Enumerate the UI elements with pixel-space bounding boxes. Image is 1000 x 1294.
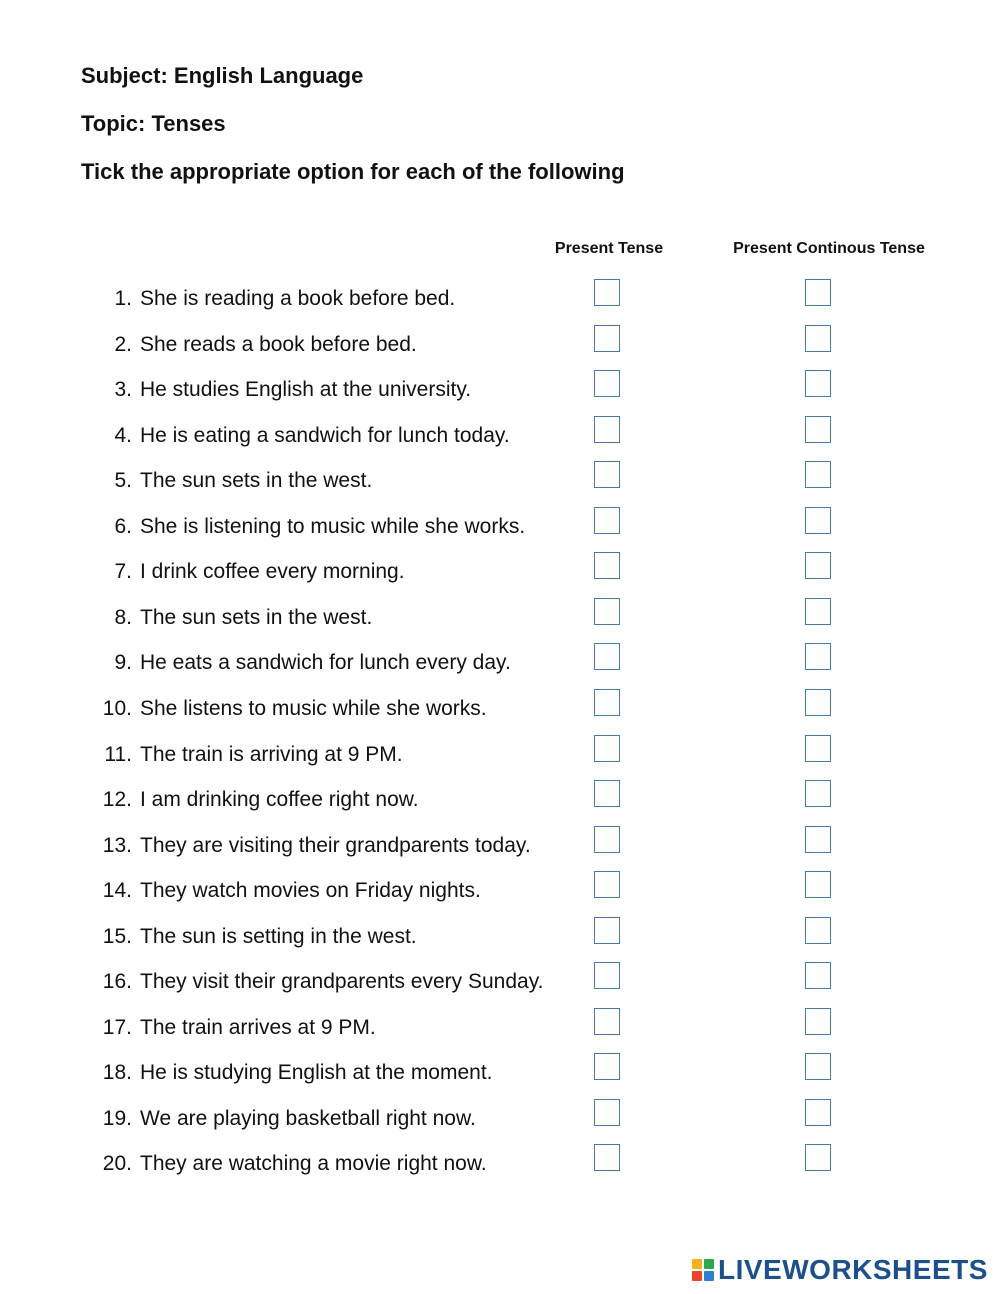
present-tense-checkbox[interactable]	[594, 552, 620, 579]
present-tense-checkbox[interactable]	[594, 1099, 620, 1126]
present-continuous-checkbox[interactable]	[805, 689, 831, 716]
question-row	[0, 279, 1000, 323]
question-sentence: The sun sets in the west.	[140, 605, 373, 629]
present-tense-checkbox[interactable]	[594, 598, 620, 625]
subject-heading: Subject: English Language	[81, 63, 364, 88]
question-row	[0, 1099, 1000, 1143]
question-number: 18.	[102, 1061, 132, 1085]
present-continuous-checkbox[interactable]	[805, 1053, 831, 1080]
question-row	[0, 689, 1000, 733]
question-row	[0, 1144, 1000, 1188]
present-tense-checkbox[interactable]	[594, 689, 620, 716]
question-sentence: He is eating a sandwich for lunch today.	[140, 423, 510, 447]
present-tense-checkbox[interactable]	[594, 735, 620, 762]
question-row	[0, 1053, 1000, 1097]
question-sentence: They are visiting their grandparents today.	[140, 833, 531, 857]
question-sentence: They watch movies on Friday nights.	[140, 879, 481, 903]
column-header-present-continuous-tense: Present Continous Tense	[733, 240, 925, 257]
present-continuous-checkbox[interactable]	[805, 780, 831, 807]
present-continuous-checkbox[interactable]	[805, 507, 831, 534]
question-row	[0, 962, 1000, 1006]
question-row	[0, 461, 1000, 505]
question-sentence: She is reading a book before bed.	[140, 287, 456, 310]
present-tense-checkbox[interactable]	[594, 461, 620, 488]
question-sentence: The sun sets in the west.	[140, 469, 373, 493]
present-continuous-checkbox[interactable]	[805, 461, 831, 488]
question-number: 1.	[114, 287, 132, 310]
question-row	[0, 370, 1000, 414]
present-tense-checkbox[interactable]	[594, 507, 620, 534]
present-continuous-checkbox[interactable]	[805, 871, 831, 898]
question-sentence: They are watching a movie right now.	[140, 1152, 487, 1176]
present-continuous-checkbox[interactable]	[805, 1144, 831, 1171]
question-sentence: She is listening to music while she works.	[140, 514, 526, 538]
present-tense-checkbox[interactable]	[594, 279, 620, 306]
present-tense-checkbox[interactable]	[594, 917, 620, 944]
question-number: 14.	[102, 879, 132, 903]
question-number: 11.	[104, 742, 132, 766]
question-row	[0, 416, 1000, 460]
question-row	[0, 735, 1000, 779]
question-sentence: He is studying English at the moment.	[140, 1061, 493, 1085]
present-tense-checkbox[interactable]	[594, 1008, 620, 1035]
question-number: 10.	[102, 696, 132, 720]
question-number: 17.	[102, 1015, 132, 1039]
present-tense-checkbox[interactable]	[594, 871, 620, 898]
question-number: 7.	[114, 560, 132, 584]
question-row	[0, 917, 1000, 961]
present-continuous-checkbox[interactable]	[805, 1099, 831, 1126]
present-tense-checkbox[interactable]	[594, 325, 620, 352]
question-sentence: He studies English at the university.	[140, 378, 472, 402]
question-sentence: She listens to music while she works.	[140, 696, 487, 720]
present-continuous-checkbox[interactable]	[805, 643, 831, 670]
present-continuous-checkbox[interactable]	[805, 1008, 831, 1035]
question-number: 6.	[114, 514, 132, 538]
question-row	[0, 507, 1000, 551]
instruction-heading: Tick the appropriate option for each of the following	[81, 159, 625, 184]
logo-mark-icon	[692, 1259, 714, 1281]
present-tense-checkbox[interactable]	[594, 1144, 620, 1171]
question-number: 4.	[114, 423, 132, 447]
present-continuous-checkbox[interactable]	[805, 552, 831, 579]
question-sentence: We are playing basketball right now.	[140, 1106, 476, 1130]
question-row	[0, 325, 1000, 369]
present-continuous-checkbox[interactable]	[805, 325, 831, 352]
question-number: 19.	[102, 1106, 132, 1130]
question-number: 12.	[102, 788, 132, 812]
present-continuous-checkbox[interactable]	[805, 917, 831, 944]
question-number: 20.	[102, 1152, 132, 1176]
present-continuous-checkbox[interactable]	[805, 826, 831, 853]
question-row	[0, 643, 1000, 687]
question-number: 9.	[114, 651, 132, 675]
question-row	[0, 871, 1000, 915]
question-sentence: They visit their grandparents every Sunday.	[140, 970, 544, 994]
present-continuous-checkbox[interactable]	[805, 279, 831, 306]
present-tense-checkbox[interactable]	[594, 1053, 620, 1080]
present-tense-checkbox[interactable]	[594, 416, 620, 443]
question-row	[0, 598, 1000, 642]
question-sentence: He eats a sandwich for lunch every day.	[140, 651, 511, 675]
liveworksheets-logo	[692, 1254, 988, 1286]
question-number: 2.	[114, 332, 132, 356]
question-sentence: The train is arriving at 9 PM.	[140, 742, 403, 766]
question-number: 8.	[114, 605, 132, 629]
present-continuous-checkbox[interactable]	[805, 416, 831, 443]
question-row	[0, 826, 1000, 870]
question-sentence: She reads a book before bed.	[140, 332, 417, 356]
question-number: 3.	[114, 378, 132, 402]
question-sentence: The sun is setting in the west.	[140, 924, 417, 948]
present-continuous-checkbox[interactable]	[805, 962, 831, 989]
present-continuous-checkbox[interactable]	[805, 598, 831, 625]
question-number: 15.	[102, 924, 132, 948]
question-row	[0, 780, 1000, 824]
question-row	[0, 1008, 1000, 1052]
question-number: 5.	[114, 469, 132, 493]
topic-heading: Topic: Tenses	[81, 111, 226, 136]
present-continuous-checkbox[interactable]	[805, 370, 831, 397]
question-number: 13.	[102, 833, 132, 857]
question-number: 16.	[102, 970, 132, 994]
present-tense-checkbox[interactable]	[594, 962, 620, 989]
present-continuous-checkbox[interactable]	[805, 735, 831, 762]
question-sentence: I am drinking coffee right now.	[140, 788, 419, 812]
column-header-present-tense: Present Tense	[554, 240, 664, 257]
present-tense-checkbox[interactable]	[594, 826, 620, 853]
question-sentence: The train arrives at 9 PM.	[140, 1015, 376, 1039]
present-tense-checkbox[interactable]	[594, 370, 620, 397]
question-sentence: I drink coffee every morning.	[140, 560, 405, 584]
present-tense-checkbox[interactable]	[594, 643, 620, 670]
question-row	[0, 552, 1000, 596]
present-tense-checkbox[interactable]	[594, 780, 620, 807]
logo-text: LIVEWORKSHEETS	[718, 1254, 988, 1285]
